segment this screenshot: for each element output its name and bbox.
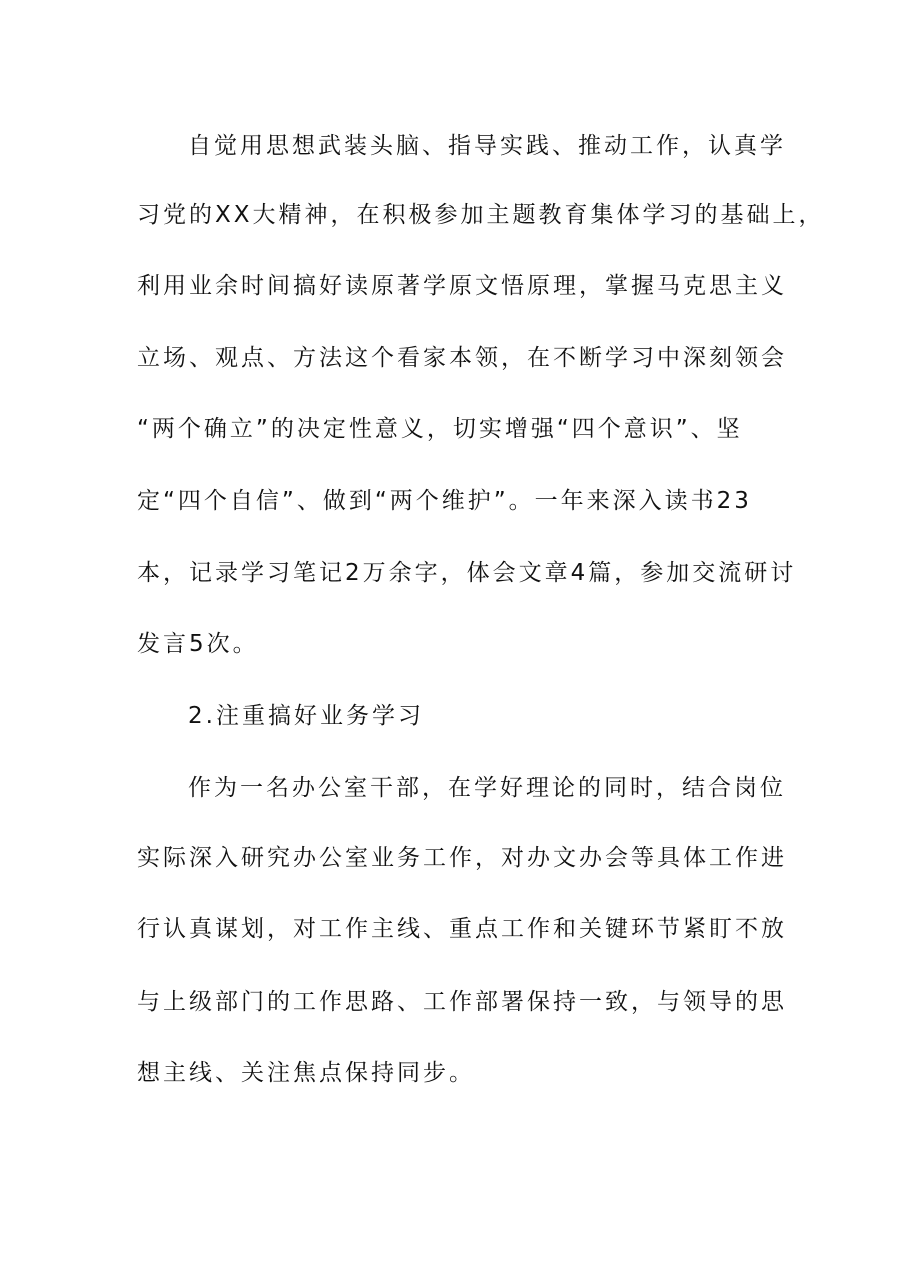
paragraph-2-line-3: 行认真谋划，对工作主线、重点工作和关键环节紧盯不放 bbox=[137, 916, 787, 942]
paragraph-2-line-5: 想主线、关注焦点保持同步。 bbox=[137, 1060, 475, 1086]
paragraph-1-line-7: 本，记录学习笔记2万余字，体会文章4篇，参加交流研讨 bbox=[137, 560, 797, 586]
section-heading-2: 2.注重搞好业务学习 bbox=[188, 703, 424, 729]
paragraph-2-line-4: 与上级部门的工作思路、工作部署保持一致，与领导的思 bbox=[137, 989, 787, 1015]
paragraph-1-line-3: 利用业余时间搞好读原著学原文悟原理，掌握马克思主义 bbox=[137, 273, 787, 299]
paragraph-1-line-2: 习党的XX大精神，在积极参加主题教育集体学习的基础上， bbox=[137, 202, 825, 228]
paragraph-1-line-6: 定“四个自信”、做到“两个维护”。一年来深入读书23 bbox=[137, 488, 752, 514]
paragraph-1-line-8: 发言5次。 bbox=[137, 631, 259, 657]
paragraph-2-line-2: 实际深入研究办公室业务工作，对办文办会等具体工作进 bbox=[137, 845, 787, 871]
paragraph-1-line-1: 自觉用思想武装头脑、指导实践、推动工作，认真学 bbox=[188, 133, 786, 159]
paragraph-2-line-1: 作为一名办公室干部，在学好理论的同时，结合岗位 bbox=[188, 775, 786, 801]
paragraph-1-line-4: 立场、观点、方法这个看家本领，在不断学习中深刻领会 bbox=[137, 345, 787, 371]
paragraph-1-line-5: “两个确立”的决定性意义，切实增强“四个意识”、坚 bbox=[137, 416, 743, 442]
